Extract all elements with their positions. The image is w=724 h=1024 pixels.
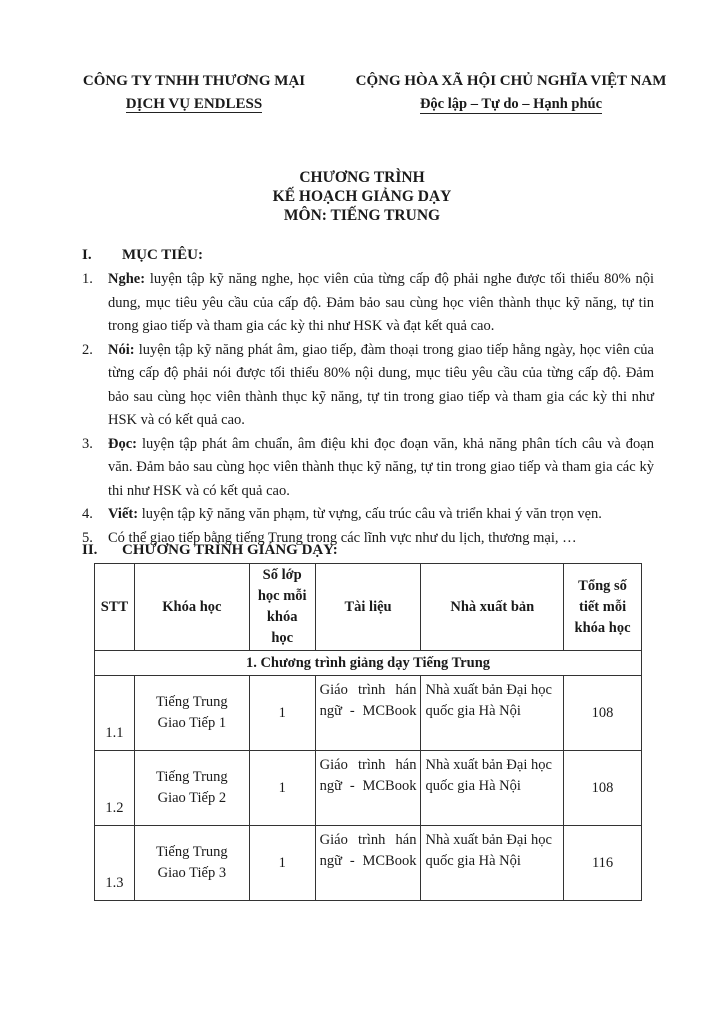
cell-material bbox=[315, 751, 421, 826]
nation-motto-wrap bbox=[330, 93, 692, 116]
section-program-heading bbox=[82, 542, 338, 559]
course-line: Tiếng Trung bbox=[156, 694, 228, 710]
material-line: Giáo trình hán bbox=[319, 757, 417, 773]
material-line: ngữ - MCBook bbox=[319, 778, 417, 794]
publisher-line: Nhà xuất bản Đại học bbox=[425, 682, 552, 698]
material-line: Giáo trình hán bbox=[319, 832, 417, 848]
publisher-line: Nhà xuất bản Đại học bbox=[425, 757, 552, 773]
publisher-line: quốc gia Hà Nội bbox=[425, 703, 521, 719]
publisher-line: Nhà xuất bản Đại học bbox=[425, 832, 552, 848]
cell-publisher bbox=[421, 751, 564, 826]
cell-stt: 1.1 bbox=[95, 676, 135, 751]
objective-text: luyện tập kỹ năng văn phạm, từ vựng, cấu trúc câu và triển khai ý văn trọn vẹn. bbox=[138, 506, 602, 522]
objective-item bbox=[82, 268, 654, 339]
header-classes-line: học bbox=[271, 630, 294, 646]
cell-publisher bbox=[421, 676, 564, 751]
nation-title: CỘNG HÒA XÃ HỘI CHỦ NGHĨA VIỆT NAM bbox=[355, 73, 667, 89]
cell-classes: 1 bbox=[249, 826, 315, 901]
table-row bbox=[95, 751, 642, 826]
table-header-row bbox=[95, 564, 642, 651]
cell-periods: 116 bbox=[564, 826, 642, 901]
header-publisher: Nhà xuất bản bbox=[421, 564, 564, 651]
course-line: Giao Tiếp 2 bbox=[157, 790, 227, 806]
objective-label: Viết: bbox=[108, 506, 139, 522]
cell-periods: 108 bbox=[564, 751, 642, 826]
objective-text: luyện tập phát âm chuẩn, âm điệu khi đọc đoạn văn, khả năng phân tích câu và đoạn văn. Đảm bảo sau cùng học viên thành thục kỹ năng, tự tin trong giao tiếp và tham gia các kỳ thi như HSK và có kết quả cao. bbox=[108, 435, 654, 499]
section-objectives-heading bbox=[82, 247, 203, 264]
cell-periods: 108 bbox=[564, 676, 642, 751]
publisher-line: quốc gia Hà Nội bbox=[425, 778, 521, 794]
objective-label: Đọc: bbox=[108, 435, 137, 452]
header-classes bbox=[249, 564, 315, 651]
header-course: Khóa học bbox=[134, 564, 249, 651]
publisher-line: quốc gia Hà Nội bbox=[425, 853, 521, 869]
objective-index: 5. bbox=[82, 529, 93, 546]
section-number: I. bbox=[82, 247, 92, 263]
section-title: MỤC TIÊU: bbox=[122, 247, 203, 263]
table-row bbox=[95, 676, 642, 751]
course-line: Tiếng Trung bbox=[156, 844, 228, 860]
objective-text: luyện tập kỹ năng nghe, học viên của từng cấp độ phải nghe được tối thiểu 80% nội dung, mục tiêu yêu cầu của cấp độ. Đảm bảo sau cùng học viên thành thục kỹ năng, tự tin trong giao tiếp và tham gia các kỳ thi như HSK và đạt kết quả cao. bbox=[108, 271, 654, 334]
cell-classes: 1 bbox=[249, 751, 315, 826]
cell-stt: 1.2 bbox=[95, 751, 135, 826]
document-title bbox=[0, 168, 724, 225]
objective-item bbox=[82, 433, 654, 504]
section-number: II. bbox=[82, 542, 98, 558]
company-name-line2 bbox=[74, 93, 314, 116]
header-periods bbox=[564, 564, 642, 651]
company-name-line1: CÔNG TY TNHH THƯƠNG MẠI bbox=[82, 73, 306, 89]
cell-material bbox=[315, 826, 421, 901]
header-classes-line: khóa bbox=[266, 609, 298, 625]
header-stt: STT bbox=[95, 564, 135, 651]
objective-index: 3. bbox=[82, 435, 93, 452]
company-header bbox=[74, 70, 314, 116]
cell-course bbox=[134, 676, 249, 751]
header-periods-line: tiết mỗi bbox=[579, 598, 627, 615]
group-title: 1. Chương trình giảng dạy Tiếng Trung bbox=[95, 651, 642, 676]
course-line: Giao Tiếp 1 bbox=[157, 715, 227, 731]
cell-publisher bbox=[421, 826, 564, 901]
section-title: CHƯƠNG TRÌNH GIẢNG DẠY: bbox=[122, 542, 338, 558]
objective-label: Nghe: bbox=[108, 271, 146, 287]
objective-index: 1. bbox=[82, 271, 93, 287]
header-material: Tài liệu bbox=[315, 564, 421, 651]
program-table bbox=[94, 563, 642, 901]
nation-motto: Độc lập – Tự do – Hạnh phúc bbox=[419, 96, 603, 112]
title-line3: MÔN: TIẾNG TRUNG bbox=[283, 207, 441, 224]
nation-header bbox=[330, 70, 692, 116]
table-group-row bbox=[95, 651, 642, 676]
cell-course bbox=[134, 826, 249, 901]
header-periods-line: Tổng số bbox=[578, 577, 627, 594]
course-line: Tiếng Trung bbox=[156, 769, 228, 785]
objective-index: 4. bbox=[82, 506, 93, 522]
cell-material bbox=[315, 676, 421, 751]
company-name-line2-text: DỊCH VỤ ENDLESS bbox=[125, 96, 263, 112]
objective-index: 2. bbox=[82, 341, 93, 358]
objective-text: luyện tập kỹ năng phát âm, giao tiếp, đàm thoại trong giao tiếp hằng ngày, học viên của từng cấp độ phải nói được tối thiểu 80% nội dung, mục tiêu yêu cầu của từng cấp độ. Đảm bảo sau cùng học viên thành thục kỹ năng, tự tin trong giao tiếp và tham gia các kỳ thi như HSK và có kết quả cao. bbox=[108, 341, 654, 428]
objective-item bbox=[82, 503, 654, 527]
title-line1: CHƯƠNG TRÌNH bbox=[299, 169, 425, 186]
header-periods-line: khóa học bbox=[574, 619, 631, 636]
material-line: ngữ - MCBook bbox=[319, 853, 417, 869]
header-classes-line: học mỗi bbox=[257, 588, 307, 604]
cell-course bbox=[134, 751, 249, 826]
objective-item bbox=[82, 339, 654, 433]
material-line: Giáo trình hán bbox=[319, 682, 417, 698]
table-row bbox=[95, 826, 642, 901]
objectives-list bbox=[82, 268, 654, 550]
title-line2: KẾ HOẠCH GIẢNG DẠY bbox=[272, 188, 452, 205]
cell-stt: 1.3 bbox=[95, 826, 135, 901]
objective-text: Có thể giao tiếp bằng tiếng Trung trong các lĩnh vực như du lịch, thương mại, … bbox=[108, 529, 577, 546]
cell-classes: 1 bbox=[249, 676, 315, 751]
header-classes-line: Số lớp bbox=[262, 567, 302, 583]
material-line: ngữ - MCBook bbox=[319, 703, 417, 719]
objective-label: Nói: bbox=[108, 341, 135, 358]
course-line: Giao Tiếp 3 bbox=[157, 865, 227, 881]
